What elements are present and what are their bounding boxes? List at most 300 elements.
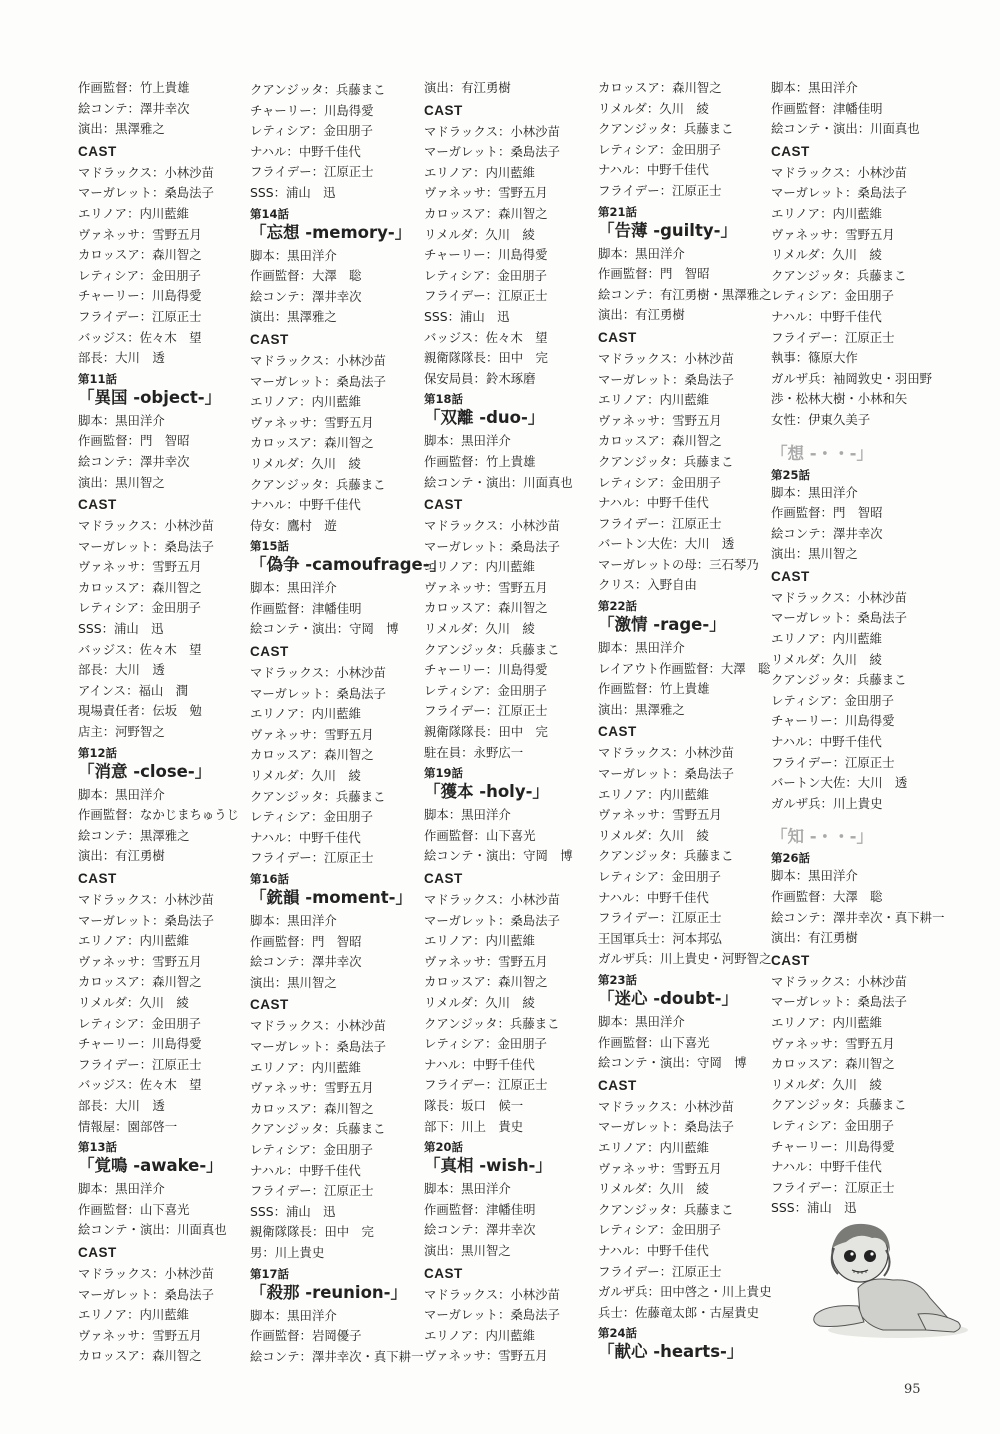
credit-line: レティシア：金田朋子 (598, 141, 721, 157)
credit-line: マーガレット：桑島法子 (78, 1286, 214, 1302)
episode-number: 第15話 (250, 539, 290, 554)
credit-line: マーガレットの母：三石琴乃 (598, 556, 759, 572)
credit-line: リメルダ：久川 綾 (424, 994, 535, 1010)
credit-line: レティシア：金田朋子 (250, 123, 373, 139)
credit-line: 演出：黒澤雅之 (78, 121, 165, 137)
credit-line: 王国軍兵士：河本邦弘 (598, 930, 722, 946)
credit-line: ヴァネッサ：雪野五月 (424, 579, 548, 595)
credit-line: 女性：伊東久美子 (771, 411, 871, 427)
credit-line: 演出：有江勇樹 (771, 930, 858, 946)
credit-line: 駐在員：永野広一 (424, 744, 524, 760)
credit-line: マーガレット：桑島法子 (771, 994, 907, 1010)
credit-line: マドラックス：小林沙苗 (424, 1286, 560, 1302)
credit-line: 作画監督：山下喜光 (598, 1034, 710, 1050)
credit-line: レティシア：金田朋子 (250, 1141, 373, 1157)
credit-line: レティシア：金田朋子 (424, 267, 547, 283)
credit-line: カロッスア：森川智之 (424, 205, 548, 221)
credit-line: フライデー：江原正士 (598, 515, 722, 531)
credit-line: マドラックス：小林沙苗 (771, 164, 907, 180)
episode-title: 「銃韻 -moment-」 (250, 888, 412, 907)
credit-line: SSS：浦山 迅 (424, 308, 510, 324)
credit-line: マドラックス：小林沙苗 (598, 1098, 734, 1114)
credit-line: SSS：浦山 迅 (250, 184, 336, 200)
credit-line: 作画監督：門 智昭 (250, 933, 362, 949)
credit-line: 侍女：鷹村 遊 (250, 517, 337, 533)
credit-line: マドラックス：小林沙苗 (771, 973, 907, 989)
credit-line: マーガレット：桑島法子 (424, 912, 560, 928)
credit-line: 兵士：佐藤竜太郎・古屋貴史 (598, 1304, 760, 1320)
credit-line: ヴァネッサ：雪野五月 (771, 226, 895, 242)
credit-line: 絵コンテ：澤井幸次 (250, 288, 362, 304)
credit-line: マーガレット：桑島法子 (771, 185, 907, 201)
credit-line: ガルザ兵：川上貴史 (771, 795, 883, 811)
credit-line: エリノア：内川藍維 (424, 559, 536, 575)
credit-line: マーガレット：桑島法子 (250, 1038, 386, 1054)
credit-line: 作画監督：竹上貴雄 (424, 453, 536, 469)
credit-line: 現場責任者：伝坂 勉 (78, 703, 202, 719)
credit-line: マドラックス：小林沙苗 (78, 1265, 214, 1281)
credit-line: 絵コンテ：澤井幸次 (78, 453, 190, 469)
credit-line: レティシア：金田朋子 (78, 267, 201, 283)
credit-line: SSS：浦山 迅 (78, 621, 164, 637)
credit-line: 演出：有江勇樹 (424, 80, 511, 95)
credit-line: リメルダ：久川 綾 (771, 1076, 882, 1092)
credit-line: レティシア：金田朋子 (771, 288, 894, 304)
credit-line: 作画監督：門 智昭 (598, 266, 710, 282)
credit-line: マーガレット：桑島法子 (250, 373, 386, 389)
credit-line: 演出：有江勇樹 (598, 307, 685, 323)
credit-line: エリノア：内川藍維 (250, 706, 362, 722)
credit-line: 演出：黒川智之 (424, 1242, 511, 1258)
episode-number: 第21話 (598, 204, 638, 219)
credit-line: フライデー：江原正士 (424, 703, 548, 719)
credit-line: エリノア：内川藍維 (78, 205, 190, 221)
credit-line: 絵コンテ・演出：守岡 博 (424, 848, 573, 864)
credit-line: マドラックス：小林沙苗 (78, 164, 214, 180)
credit-line: フライデー：江原正士 (771, 754, 895, 770)
credit-line: 隊長：坂口 候一 (424, 1097, 524, 1113)
credit-line: フライデー：江原正士 (250, 1183, 374, 1199)
credit-line: レティシア：金田朋子 (598, 1222, 721, 1238)
credit-line: レティシア：金田朋子 (771, 692, 894, 708)
credit-line: 作画監督：山下喜光 (78, 1201, 190, 1217)
credit-line: カロッスア：森川智之 (250, 747, 374, 763)
credit-line: 演出：黒川智之 (78, 474, 165, 490)
credit-line: 脚本：黒田洋介 (598, 640, 685, 656)
credit-line: 部長：大川 透 (78, 662, 165, 678)
credit-line: フライデー：江原正士 (250, 164, 374, 180)
episode-title: 「異国 -object-」 (78, 387, 222, 407)
episode-title: 「忘想 -memory-」 (250, 222, 412, 242)
credit-line: SSS：浦山 迅 (771, 1200, 857, 1216)
credit-line: フライデー：江原正士 (598, 910, 722, 926)
credit-line: ナハル：中野千佳代 (250, 829, 361, 845)
credit-line: 作画監督：大澤 聡 (250, 268, 362, 284)
credit-line: 演出：黒川智之 (250, 974, 337, 990)
credit-line: レティシア：金田朋子 (78, 600, 201, 616)
episode-number: 第13話 (78, 1140, 118, 1155)
credit-line: ガルザ兵：袖岡敦史・羽田野 (771, 370, 933, 386)
credit-line: SSS：浦山 迅 (250, 1203, 336, 1219)
cast-heading: CAST (598, 329, 637, 345)
credit-line: 脚本：黒田洋介 (250, 247, 337, 263)
credit-line: 絵コンテ・演出：川面真也 (771, 121, 920, 137)
credit-line: バートン大佐：大川 透 (598, 536, 735, 552)
credit-line: マーガレット：桑島法子 (771, 610, 907, 626)
credit-line: クアンジッタ：兵藤まこ (771, 672, 907, 688)
credit-line: ナハル：中野千佳代 (598, 1242, 709, 1258)
credit-line: レティシア：金田朋子 (424, 1036, 547, 1052)
cast-heading: CAST (771, 143, 810, 159)
credit-line: ナハル：中野千佳代 (598, 889, 709, 905)
credit-line: 親衛隊隊長：田中 完 (424, 724, 548, 740)
credit-line: エリノア：内川藍維 (78, 933, 190, 949)
episode-number: 第24話 (598, 1326, 638, 1341)
credit-line: 作画監督：津幡佳明 (424, 1201, 536, 1217)
credit-line: カロッスア：森川智之 (424, 974, 548, 990)
credit-line: 絵コンテ・演出：川面真也 (78, 1222, 227, 1238)
episode-number: 第22話 (598, 599, 638, 614)
credit-line: マドラックス：小林沙苗 (250, 665, 386, 681)
credit-line: 脚本：黒田洋介 (424, 807, 511, 823)
credit-line: 執事：篠原大作 (771, 350, 858, 366)
episode-number: 第19話 (424, 766, 464, 781)
credit-line: エリノア：内川藍維 (78, 1307, 190, 1323)
credit-line: ヴァネッサ：雪野五月 (250, 1080, 374, 1096)
credit-line: 絵コンテ：澤井幸次 (771, 525, 883, 541)
credit-line: リメルダ：久川 綾 (424, 621, 535, 637)
credit-line: リメルダ：久川 綾 (424, 226, 535, 242)
credits-column-3 (424, 78, 592, 1367)
episode-title: 「偽争 -camoufrage-」 (250, 555, 447, 575)
credit-line: アインス：福山 潤 (78, 682, 189, 698)
credit-line: 作画監督：竹上貴雄 (598, 681, 710, 697)
credit-line: 作画監督：大澤 聡 (771, 889, 883, 904)
credit-line: 保安局員：鈴木琢磨 (424, 370, 536, 386)
cast-heading: CAST (78, 143, 117, 159)
credit-line: エリノア：内川藍維 (424, 164, 536, 180)
credit-line: マーガレット：桑島法子 (598, 1119, 734, 1135)
credit-line: 脚本：黒田洋介 (771, 868, 858, 884)
credit-line: 絵コンテ：澤井幸次・真下耕一 (250, 1348, 424, 1364)
credit-line: カロッスア：森川智之 (598, 80, 722, 95)
credit-line: 脚本：黒田洋介 (598, 245, 685, 261)
credit-line: 脚本：黒田洋介 (424, 1181, 511, 1197)
credit-line: マーガレット：桑島法子 (78, 912, 214, 928)
credit-line: ヴァネッサ：雪野五月 (250, 414, 374, 430)
credit-line: ヴァネッサ：雪野五月 (78, 559, 202, 575)
spacer (771, 814, 939, 826)
credit-line: 男：川上貴史 (250, 1244, 325, 1260)
credit-line: ヴァネッサ：雪野五月 (424, 1348, 548, 1364)
credit-line: マーガレット：桑島法子 (424, 144, 560, 160)
episode-title: 「消意 -close-」 (78, 761, 212, 781)
episode-number: 第18話 (424, 392, 464, 407)
cast-heading: CAST (771, 952, 810, 968)
credit-line: リメルダ：久川 綾 (598, 1181, 709, 1197)
credit-line: カロッスア：森川智之 (78, 579, 202, 595)
credit-line: チャーリー：川島得愛 (78, 288, 202, 304)
credit-line: ナハル：中野千佳代 (598, 162, 709, 178)
credit-line: ヴァネッサ：雪野五月 (78, 226, 202, 242)
episode-number: 第25話 (771, 467, 811, 482)
credit-line: バッジス：佐々木 望 (78, 329, 202, 345)
credit-line: 部下：川上 貴史 (424, 1118, 524, 1134)
credit-line: 絵コンテ：澤井幸次 (78, 100, 190, 116)
credit-line: 絵コンテ・演出：守岡 博 (598, 1055, 747, 1071)
credit-line: ヴァネッサ：雪野五月 (598, 807, 722, 823)
credit-line: 情報屋：園部啓一 (78, 1118, 178, 1134)
episode-number: 第12話 (78, 745, 118, 760)
credit-line: マドラックス：小林沙苗 (250, 352, 386, 368)
credit-line: フライデー：江原正士 (771, 329, 895, 345)
credit-line: 脚本：黒田洋介 (771, 80, 858, 95)
credit-line: エリノア：内川藍維 (250, 394, 362, 410)
credit-line: マドラックス：小林沙苗 (598, 745, 734, 761)
credit-line: クアンジッタ：兵藤まこ (424, 641, 560, 657)
credit-line: マーガレット：桑島法子 (598, 371, 734, 387)
cast-heading: CAST (424, 497, 463, 513)
credit-line: マーガレット：桑島法子 (250, 685, 386, 701)
credit-line: チャーリー：川島得愛 (250, 102, 374, 118)
credit-line: チャーリー：川島得愛 (424, 247, 548, 263)
cast-heading: CAST (250, 331, 289, 347)
credit-line: 脚本：黒田洋介 (78, 786, 165, 802)
credit-line: クアンジッタ：兵藤まこ (771, 1097, 907, 1113)
credit-line: ナハル：中野千佳代 (424, 1056, 535, 1072)
credit-line: エリノア：内川藍維 (250, 1059, 362, 1075)
credit-line: エリノア：内川藍維 (771, 631, 883, 647)
spacer (771, 431, 939, 443)
episode-title: 「知 -・・-」 (771, 827, 873, 847)
credit-line: リメルダ：久川 綾 (250, 455, 361, 471)
credit-line: クアンジッタ：兵藤まこ (598, 848, 734, 864)
credit-line: マーガレット：桑島法子 (78, 538, 214, 554)
episode-title: 「覚鳴 -awake-」 (78, 1156, 223, 1176)
episode-number: 第17話 (250, 1266, 290, 1281)
credit-line: リメルダ：久川 綾 (771, 247, 882, 263)
credit-line: エリノア：内川藍維 (424, 933, 536, 949)
episode-title: 「双離 -duo-」 (424, 408, 545, 428)
credit-line: チャーリー：川島得愛 (78, 1036, 202, 1052)
cast-heading: CAST (771, 568, 810, 584)
credit-line: リメルダ：久川 綾 (771, 651, 882, 667)
credit-line: ヴァネッサ：雪野五月 (424, 185, 548, 201)
cast-heading: CAST (598, 1077, 637, 1093)
credit-line: ナハル：中野千佳代 (771, 734, 882, 750)
credit-line: ナハル：中野千佳代 (250, 1162, 361, 1178)
credit-line: マーガレット：桑島法子 (78, 185, 214, 201)
cast-heading: CAST (78, 871, 117, 886)
credit-line: マドラックス：小林沙苗 (78, 892, 214, 907)
credit-line: フライデー：江原正士 (78, 1056, 202, 1072)
credit-line: 演出：有江勇樹 (78, 848, 165, 864)
credit-line: ヴァネッサ：雪野五月 (598, 412, 722, 428)
credit-line: 演出：黒澤雅之 (250, 309, 337, 325)
cast-heading: CAST (250, 644, 289, 660)
credit-line: 脚本：黒田洋介 (424, 433, 511, 449)
credit-line: エリノア：内川藍維 (424, 1327, 536, 1343)
credit-line: マドラックス：小林沙苗 (424, 892, 560, 907)
credit-line: エリノア：内川藍維 (771, 1014, 883, 1030)
credit-line: 脚本：黒田洋介 (250, 1307, 337, 1323)
credit-line: ヴァネッサ：雪野五月 (78, 1327, 202, 1343)
credit-line: レイアウト作画監督：大澤 聡 (598, 660, 771, 676)
credit-line: フライデー：江原正士 (78, 308, 202, 324)
credit-line: マーガレット：桑島法子 (598, 766, 734, 782)
credit-line: 脚本：黒田洋介 (598, 1013, 685, 1029)
credit-line: カロッスア：森川智之 (250, 1100, 374, 1116)
credits-column-5 (771, 78, 945, 1219)
credit-line: ヴァネッサ：雪野五月 (78, 953, 202, 969)
credit-line: レティシア：金田朋子 (250, 809, 373, 825)
credit-line: バッジス：佐々木 望 (78, 641, 202, 657)
credit-line: マーガレット：桑島法子 (424, 538, 560, 554)
credit-line: 絵コンテ：澤井幸次 (250, 954, 362, 970)
credit-line: クアンジッタ：兵藤まこ (424, 1015, 560, 1031)
cast-heading: CAST (424, 871, 463, 886)
credit-line: 演出：黒川智之 (771, 546, 858, 562)
episode-title: 「激情 -rage-」 (598, 615, 726, 635)
credit-line: 絵コンテ・演出：川面真也 (424, 474, 573, 490)
credit-line: 絵コンテ：黒澤雅之 (78, 827, 190, 843)
credit-line: 作画監督：山下喜光 (424, 827, 536, 843)
credit-line: フライデー：江原正士 (424, 1077, 548, 1093)
credit-line: カロッスア：森川智之 (78, 974, 202, 990)
credit-line: マドラックス：小林沙苗 (424, 123, 560, 139)
credit-line: ナハル：中野千佳代 (771, 308, 882, 324)
credit-line: カロッスア：森川智之 (78, 247, 202, 263)
cast-heading: CAST (78, 497, 117, 513)
credit-line: 店主：河野智之 (78, 724, 165, 740)
credit-line: 脚本：黒田洋介 (78, 412, 165, 428)
episode-title: 「告薄 -guilty-」 (598, 220, 737, 240)
credit-line: チャーリー：川島得愛 (771, 1138, 895, 1154)
credit-line: マーガレット：桑島法子 (424, 1307, 560, 1323)
credit-line: カロッスア：森川智之 (771, 1056, 895, 1072)
credit-line: マドラックス：小林沙苗 (78, 518, 214, 534)
cast-heading: CAST (424, 102, 463, 118)
credit-line: 絵コンテ：有江勇樹・黒澤雅之 (598, 286, 772, 302)
credit-line: クアンジッタ：兵藤まこ (250, 476, 386, 492)
episode-number: 第23話 (598, 972, 638, 987)
episode-title: 「殺那 -reunion-」 (250, 1282, 407, 1302)
credit-line: 絵コンテ・演出：守岡 博 (250, 621, 399, 637)
credit-line: 作画監督：門 智昭 (78, 433, 190, 449)
credit-line: エリノア：内川藍維 (771, 205, 883, 221)
credit-line: クアンジッタ：兵藤まこ (598, 121, 734, 137)
credit-line: カロッスア：森川智之 (78, 1348, 202, 1364)
cast-heading: CAST (424, 1265, 463, 1281)
credit-line: マドラックス：小林沙苗 (250, 1018, 386, 1034)
credit-line: エリノア：内川藍維 (598, 786, 710, 802)
credit-line: フライデー：江原正士 (250, 850, 374, 866)
credit-line: フライデー：江原正士 (598, 182, 722, 198)
episode-title: 「迷心 -doubt-」 (598, 988, 739, 1008)
credit-line: レティシア：金田朋子 (598, 474, 721, 490)
credit-line: ナハル：中野千佳代 (250, 497, 361, 513)
credit-line: ガルザ兵：川上貴史・河野智之 (598, 951, 772, 967)
cast-heading: CAST (78, 1244, 117, 1260)
episode-number: 第20話 (424, 1140, 464, 1155)
credit-line: ヴァネッサ：雪野五月 (424, 953, 548, 969)
credit-line: クアンジッタ：兵藤まこ (250, 788, 386, 804)
credit-line: 絵コンテ：澤井幸次 (424, 1222, 536, 1238)
credit-line: レティシア：金田朋子 (78, 1015, 201, 1031)
credit-line: フライデー：江原正士 (424, 288, 548, 304)
credit-line: ヴァネッサ：雪野五月 (771, 1035, 895, 1051)
credit-line: 作画監督：門 智昭 (771, 505, 883, 521)
credit-line: リメルダ：久川 綾 (250, 768, 361, 784)
credits-column-4 (598, 78, 772, 1365)
credit-line: 作画監督：なかじまちゅうじ (78, 807, 240, 823)
credit-line: レティシア：金田朋子 (424, 682, 547, 698)
episode-title: 「獲本 -holy-」 (424, 782, 549, 802)
credit-line: ナハル：中野千佳代 (598, 495, 709, 511)
credit-line: エリノア：内川藍維 (598, 1139, 710, 1155)
credit-line: レティシア：金田朋子 (598, 869, 721, 884)
credit-line: クアンジッタ：兵藤まこ (598, 1201, 734, 1217)
credit-line: 演出：黒澤雅之 (598, 701, 685, 717)
credit-line: 部長：大川 透 (78, 1097, 165, 1113)
episode-number: 第14話 (250, 206, 290, 221)
credit-line: クアンジッタ：兵藤まこ (250, 1121, 386, 1137)
episode-title: 「真相 -wish-」 (424, 1156, 552, 1176)
credit-line: マドラックス：小林沙苗 (598, 350, 734, 366)
credit-line: 渉・松林大樹・小林和矢 (771, 391, 908, 407)
credits-column-1 (78, 78, 246, 1367)
credit-line: バッジス：佐々木 望 (78, 1077, 202, 1093)
credit-line: 脚本：黒田洋介 (250, 580, 337, 596)
episode-title: 「想 -・・-」 (771, 443, 873, 463)
credit-line: 親衛隊隊長：田中 完 (424, 350, 548, 366)
credit-line: リメルダ：久川 綾 (598, 827, 709, 843)
credit-line: 親衛隊隊長：田中 完 (250, 1224, 374, 1240)
credit-line: エリノア：内川藍維 (598, 392, 710, 408)
page-number: 95 (904, 1382, 921, 1397)
credit-line: カロッスア：森川智之 (424, 600, 548, 616)
credit-line: カロッスア：森川智之 (250, 435, 374, 451)
credit-line: リメルダ：久川 綾 (78, 994, 189, 1010)
credit-line: 脚本：黒田洋介 (771, 484, 858, 500)
credit-line: ナハル：中野千佳代 (250, 143, 361, 159)
credit-line: ナハル：中野千佳代 (771, 1159, 882, 1175)
credit-line: バッジス：佐々木 望 (424, 329, 548, 345)
credit-line: ヴァネッサ：雪野五月 (598, 1160, 722, 1176)
credit-line: 作画監督：岩岡優子 (250, 1328, 362, 1344)
episode-title: 「献心 -hearts-」 (598, 1342, 744, 1362)
credit-line: 部長：大川 透 (78, 350, 165, 366)
credit-line: クアンジッタ：兵藤まこ (598, 453, 734, 469)
credit-line: カロッスア：森川智之 (598, 433, 722, 449)
credit-line: 作画監督：津幡佳明 (250, 600, 362, 616)
cast-heading: CAST (598, 724, 637, 740)
episode-number: 第16話 (250, 872, 290, 886)
credit-line: 作画監督：竹上貴雄 (78, 80, 190, 95)
episode-number: 第26話 (771, 851, 811, 866)
credit-line: リメルダ：久川 綾 (598, 100, 709, 116)
credit-line: 脚本：黒田洋介 (78, 1181, 165, 1197)
credit-line: マドラックス：小林沙苗 (424, 518, 560, 534)
credit-line: 作画監督：津幡佳明 (771, 100, 883, 116)
credit-line: クアンジッタ：兵藤まこ (250, 82, 386, 97)
credit-line: クリス：入野自由 (598, 577, 697, 593)
episode-number: 第11話 (78, 371, 118, 386)
credit-line: フライデー：江原正士 (598, 1263, 722, 1279)
credit-line: クアンジッタ：兵藤まこ (771, 267, 907, 283)
credit-line: マドラックス：小林沙苗 (771, 589, 907, 605)
credit-line: ガルザ兵：田中啓之・川上貴史 (598, 1284, 772, 1300)
